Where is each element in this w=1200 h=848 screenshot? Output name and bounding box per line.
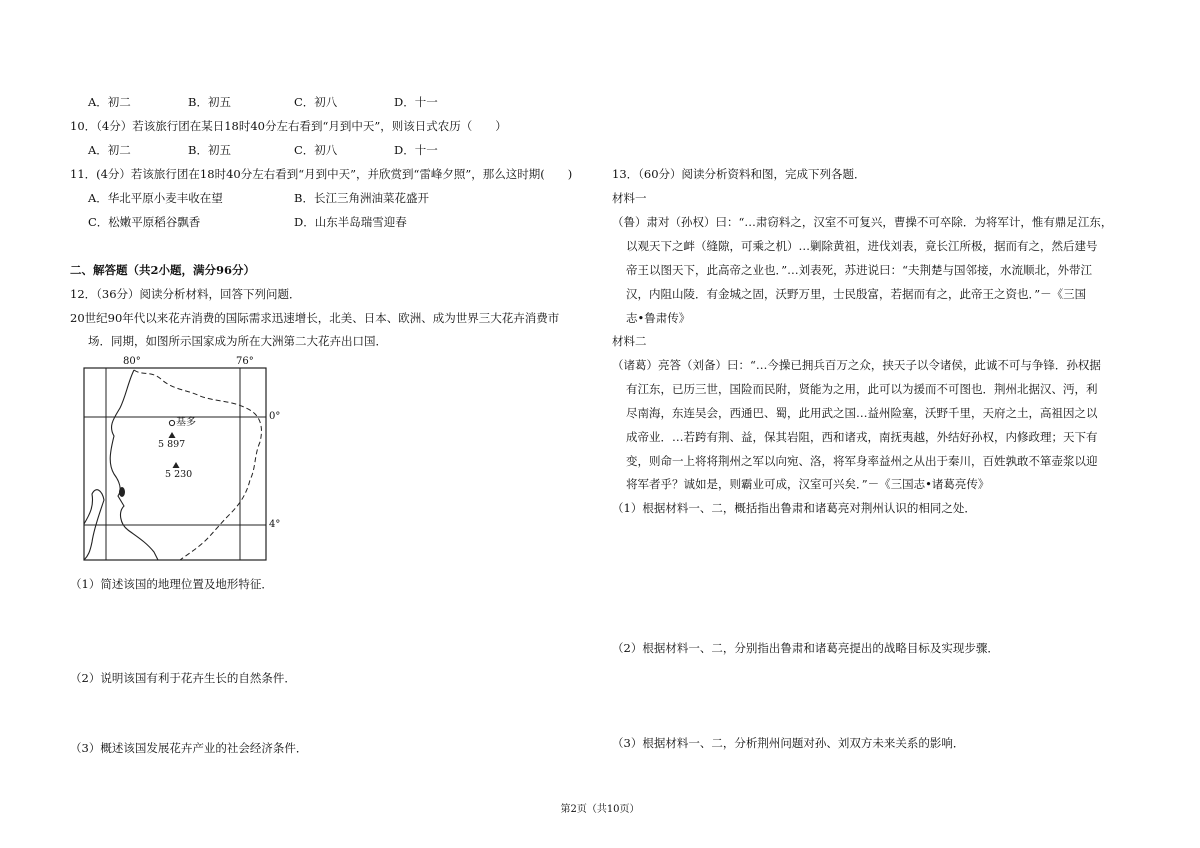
material2-line: 变，则命一上将将荆州之军以向宛、洛，将军身率益州之从出于秦川，百姓孰敢不箪壶浆以迎 — [626, 454, 1098, 468]
q12-sub3: （3）概述该国发展花卉产业的社会经济条件． — [70, 741, 308, 755]
q10-option-c: C．初八 — [294, 143, 338, 157]
q9-option-d: D．十一 — [394, 95, 438, 109]
material1-line: （鲁）肃对（孙权）曰：“…肃窃料之，汉室不可复兴，曹操不可卒除．为将军计，惟有鼎足江东， — [612, 215, 1113, 229]
map-city-label: 基多 — [176, 417, 196, 428]
q12-sub1: （1）简述该国的地理位置及地形特征． — [70, 577, 273, 591]
q11-option-b: B．长江三角洲油菜花盛开 — [294, 191, 429, 205]
q11-option-a: A．华北平原小麦丰收在望 — [88, 191, 223, 205]
map-lat-bottom: 4° — [269, 519, 281, 530]
eastern-border — [134, 370, 261, 560]
q11-option-c: C．松嫩平原稻谷飘香 — [88, 215, 201, 229]
q12-text-line: 场．同期，如图所示国家成为所在大洲第二大花卉出口国． — [88, 334, 387, 348]
material1-title: 材料一 — [612, 191, 647, 205]
material1-line: 志•鲁肃传》 — [626, 311, 691, 325]
material1-line: 以观天下之衅（缝隙，可乘之机）…剿除黄祖，进伐刘表，竟长江所极，据而有之，然后建号 — [626, 239, 1098, 253]
q13-sub3: （3）根据材料一、二，分析荆州问题对孙、刘双方未来关系的影响． — [612, 736, 965, 750]
q9-option-b: B．初五 — [188, 95, 231, 109]
q12-text-line: 20世纪90年代以来花卉消费的国际需求迅速增长，北美、日本、欧洲、成为世界三大花卉消费市 — [70, 311, 560, 325]
material1-line: 汉，内阻山陵．有金城之固，沃野万里，士民殷富，若据而有之，此帝王之资也．”－《三国 — [626, 287, 1087, 301]
material1-line: 帝王以图天下，此高帝之业也．”…刘表死，苏进说曰：“夫荆楚与国邻接，水流顺北，外带江 — [626, 263, 1093, 277]
peak-marker-2 — [173, 462, 180, 468]
map-peak-label: 5 897 — [158, 439, 186, 450]
puna-island — [119, 487, 125, 497]
q10-option-a: A．初二 — [88, 143, 131, 157]
material2-line: 成帝业．…若跨有荆、益，保其岩阻，西和诸戎，南抚夷越，外结好孙权，内修政理；天下有 — [626, 430, 1098, 444]
material2-title: 材料二 — [612, 334, 647, 348]
q12-sub2: （2）说明该国有利于花卉生长的自然条件． — [70, 671, 296, 685]
coastline — [110, 370, 158, 560]
q13-stem: 13．（60分）阅读分析资料和图，完成下列各题． — [612, 167, 866, 181]
quito-marker — [169, 420, 174, 425]
section-title: 二、解答题（共2小题，满分96分） — [70, 263, 256, 277]
ecuador-map — [70, 356, 280, 568]
material2-line: 有江东，已历三世，国险而民附，贤能为之用，此可以为援而不可图也．荆州北据汉、沔，利 — [626, 382, 1098, 396]
material2-line: 将军者乎？诚如是，则霸业可成，汉室可兴矣．”－《三国志•诸葛亮传》 — [626, 477, 990, 491]
map-lon-left: 80° — [123, 356, 141, 367]
peak-marker-1 — [169, 432, 176, 438]
material2-line: 尽南海，东连吴会，西通巴、蜀，此用武之国…益州险塞，沃野千里，天府之土，高祖因之以 — [626, 406, 1098, 420]
q11-stem: 11．(4分）若该旅行团在18时40分左右看到“月到中天”，并欣赏到“雷峰夕照”，那么这时期( ) — [70, 167, 573, 181]
map-peak-label: 5 230 — [165, 469, 193, 480]
q13-sub2: （2）根据材料一、二，分别指出鲁肃和诸葛亮提出的战略目标及实现步骤． — [612, 641, 999, 655]
q9-option-c: C．初八 — [294, 95, 338, 109]
page-footer: 第2页（共10页） — [560, 804, 640, 815]
map-lat-top: 0° — [269, 411, 281, 422]
material2-line: （诸葛）亮答（刘备）曰：“…今操已拥兵百万之众，挟天子以令诸侯，此诚不可与争锋．孙权据 — [612, 358, 1101, 372]
map-lon-right: 76° — [236, 356, 254, 367]
q10-stem: 10．（4分）若该旅行团在某日18时40分左右看到“月到中天”，则该日式农历（ ） — [70, 119, 507, 133]
q10-option-b: B．初五 — [188, 143, 231, 157]
q9-option-a: A．初二 — [88, 95, 131, 109]
q10-option-d: D．十一 — [394, 143, 438, 157]
q12-stem: 12．（36分）阅读分析材料，回答下列问题． — [70, 287, 301, 301]
q11-option-d: D．山东半岛瑞雪迎春 — [294, 215, 407, 229]
q13-sub1: （1）根据材料一、二，概括指出鲁肃和诸葛亮对荆州认识的相同之处． — [612, 501, 976, 515]
